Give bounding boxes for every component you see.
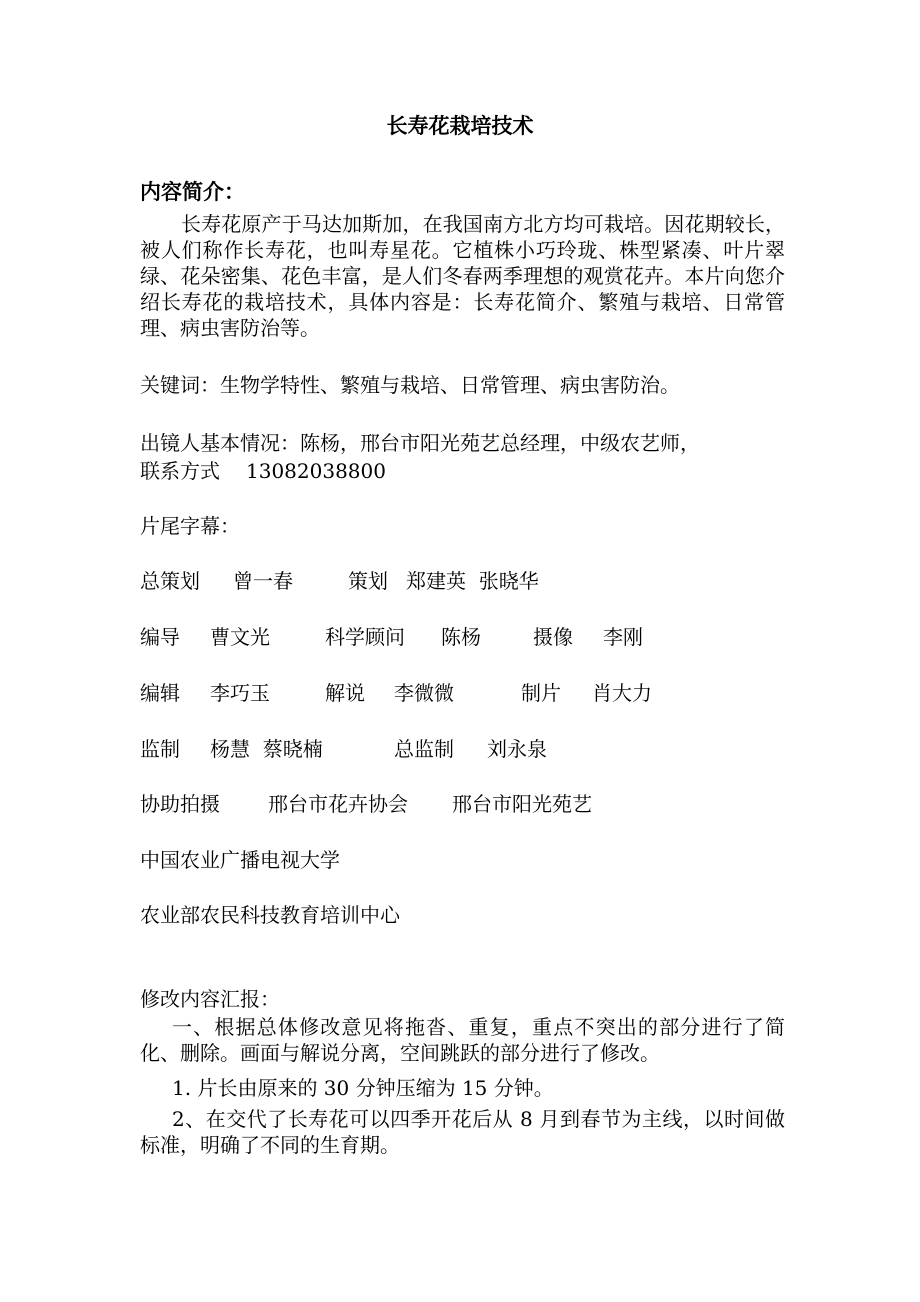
presenter-info: 陈杨，邢台市阳光苑艺总经理，中级农艺师，	[300, 431, 700, 455]
revision-paragraph-1: 一、根据总体修改意见将拖沓、重复，重点不突出的部分进行了简化、删除。画面与解说分离，空间跳跃的部分进行了修改。	[140, 1015, 785, 1065]
credit-name: 郑建英 张晓华	[406, 569, 539, 593]
credit-role: 解说	[325, 681, 365, 705]
revision-heading: 修改内容汇报：	[140, 987, 280, 1011]
credit-role: 总策划	[140, 569, 200, 593]
org-line-2: 农业部农民科技教育培训中心	[140, 903, 400, 927]
credit-role: 科学顾问	[325, 625, 405, 649]
credit-role: 制片	[521, 681, 561, 705]
credit-name: 刘永泉	[487, 737, 547, 761]
presenter-label: 出镜人基本情况：	[140, 431, 300, 455]
credit-name: 李刚	[603, 625, 643, 649]
credit-name: 杨慧 蔡晓楠	[210, 737, 323, 761]
contact-label: 联系方式	[140, 459, 220, 483]
credits-heading: 片尾字幕：	[140, 514, 240, 538]
credit-name: 肖大力	[592, 681, 652, 705]
document-title: 长寿花栽培技术	[386, 114, 534, 138]
credit-role: 编导	[140, 625, 180, 649]
keywords-label: 关键词：	[140, 373, 220, 397]
credit-role: 策划	[348, 569, 388, 593]
intro-heading: 内容简介：	[140, 180, 245, 204]
credit-role: 监制	[140, 737, 180, 761]
credit-role: 摄像	[533, 625, 573, 649]
presenter-contact-line	[140, 455, 386, 484]
credit-name: 邢台市阳光苑艺	[452, 792, 592, 816]
revision-paragraph-3: 2、在交代了长寿花可以四季开花后从 8 月到春节为主线，以时间做标准，明确了不同的生育期。	[140, 1107, 785, 1157]
credit-role: 总监制	[394, 737, 454, 761]
keywords-text: 生物学特性、繁殖与栽培、日常管理、病虫害防治。	[220, 373, 680, 397]
credit-name: 陈杨	[441, 625, 481, 649]
credit-name: 曾一春	[233, 569, 293, 593]
credit-role: 编辑	[140, 681, 180, 705]
keywords-line	[140, 369, 680, 398]
credit-role: 协助拍摄	[140, 792, 220, 816]
contact-phone: 13082038800	[246, 459, 386, 483]
revision-paragraph-2: 1. 片长由原来的 30 分钟压缩为 15 分钟。	[172, 1076, 554, 1100]
credit-name: 曹文光	[210, 625, 270, 649]
credit-name: 邢台市花卉协会	[268, 792, 408, 816]
credit-name: 李巧玉	[210, 681, 270, 705]
intro-paragraph: 长寿花原产于马达加斯加，在我国南方北方均可栽培。因花期较长，被人们称作长寿花，也叫寿星花。它植株小巧玲珑、株型紧凑、叶片翠绿、花朵密集、花色丰富，是人们冬春两季理想的观赏花卉。本片向您介绍长寿花的栽培技术，具体内容是：长寿花简介、繁殖与栽培、日常管理、病虫害防治等。	[140, 212, 785, 340]
credit-name: 李微微	[394, 681, 454, 705]
presenter-line	[140, 427, 700, 456]
org-line-1: 中国农业广播电视大学	[140, 848, 340, 872]
